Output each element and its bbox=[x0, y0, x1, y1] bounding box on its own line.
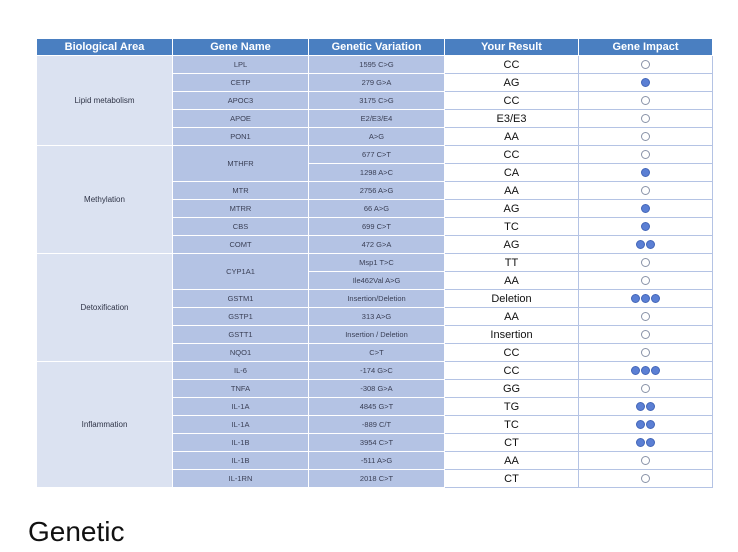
genetic-variation-cell: 699 C>T bbox=[309, 218, 445, 236]
genetic-variation-cell: 3175 C>G bbox=[309, 92, 445, 110]
gene-impact-cell bbox=[579, 380, 713, 398]
genetic-variation-cell: -308 G>A bbox=[309, 380, 445, 398]
empty-circle-icon bbox=[641, 276, 650, 285]
filled-circle-icon bbox=[631, 366, 640, 375]
biological-area-cell: Lipid metabolism bbox=[37, 56, 173, 146]
filled-circle-icon bbox=[641, 204, 650, 213]
genetic-variation-cell: E2/E3/E4 bbox=[309, 110, 445, 128]
your-result-cell: CC bbox=[445, 362, 579, 380]
filled-circle-icon bbox=[636, 240, 645, 249]
empty-circle-icon bbox=[641, 330, 650, 339]
gene-impact-cell bbox=[579, 416, 713, 434]
your-result-cell: TG bbox=[445, 398, 579, 416]
genetic-variation-cell: 1298 A>C bbox=[309, 164, 445, 182]
filled-circle-icon bbox=[636, 420, 645, 429]
table-header bbox=[37, 39, 713, 56]
gene-name-cell: CETP bbox=[173, 74, 309, 92]
footer-heading: Genetic bbox=[28, 516, 125, 547]
biological-area-cell: Methylation bbox=[37, 146, 173, 254]
genetic-variation-cell: Ile462Val A>G bbox=[309, 272, 445, 290]
filled-circle-icon bbox=[641, 168, 650, 177]
genetic-variation-cell: 4845 G>T bbox=[309, 398, 445, 416]
table-body bbox=[37, 56, 713, 488]
gene-impact-cell bbox=[579, 182, 713, 200]
genetic-variation-cell: A>G bbox=[309, 128, 445, 146]
table-row bbox=[37, 362, 713, 380]
your-result-cell: TC bbox=[445, 416, 579, 434]
gene-name-cell: CBS bbox=[173, 218, 309, 236]
genetic-variation-cell: -889 C/T bbox=[309, 416, 445, 434]
your-result-cell: CC bbox=[445, 56, 579, 74]
genetic-variation-cell: -174 G>C bbox=[309, 362, 445, 380]
gene-name-cell: LPL bbox=[173, 56, 309, 74]
filled-circle-icon bbox=[636, 402, 645, 411]
gene-name-cell: APOC3 bbox=[173, 92, 309, 110]
gene-impact-cell bbox=[579, 344, 713, 362]
gene-name-cell: APOE bbox=[173, 110, 309, 128]
header-genetic-variation: Genetic Variation bbox=[309, 39, 445, 56]
genetic-variation-cell: 2756 A>G bbox=[309, 182, 445, 200]
your-result-cell: CC bbox=[445, 92, 579, 110]
genetic-variation-cell: -511 A>G bbox=[309, 452, 445, 470]
header-gene-name: Gene Name bbox=[173, 39, 309, 56]
empty-circle-icon bbox=[641, 474, 650, 483]
filled-circle-icon bbox=[631, 294, 640, 303]
your-result-cell: AA bbox=[445, 272, 579, 290]
biological-area-cell: Inflammation bbox=[37, 362, 173, 488]
gene-name-cell: IL-1B bbox=[173, 434, 309, 452]
your-result-cell: AG bbox=[445, 74, 579, 92]
genetic-variation-cell: 677 C>T bbox=[309, 146, 445, 164]
gene-impact-cell bbox=[579, 308, 713, 326]
your-result-cell: GG bbox=[445, 380, 579, 398]
header-biological-area: Biological Area bbox=[37, 39, 173, 56]
empty-circle-icon bbox=[641, 348, 650, 357]
filled-circle-icon bbox=[646, 420, 655, 429]
filled-circle-icon bbox=[646, 402, 655, 411]
gene-impact-cell bbox=[579, 92, 713, 110]
gene-name-cell: IL-1RN bbox=[173, 470, 309, 488]
gene-impact-cell bbox=[579, 290, 713, 308]
empty-circle-icon bbox=[641, 312, 650, 321]
header-your-result: Your Result bbox=[445, 39, 579, 56]
your-result-cell: AA bbox=[445, 182, 579, 200]
gene-name-cell: MTR bbox=[173, 182, 309, 200]
gene-impact-cell bbox=[579, 272, 713, 290]
your-result-cell: Insertion bbox=[445, 326, 579, 344]
gene-impact-cell bbox=[579, 146, 713, 164]
empty-circle-icon bbox=[641, 96, 650, 105]
genetic-variation-cell: C>T bbox=[309, 344, 445, 362]
genetic-variation-cell: 1595 C>G bbox=[309, 56, 445, 74]
empty-circle-icon bbox=[641, 186, 650, 195]
your-result-cell: AA bbox=[445, 452, 579, 470]
filled-circle-icon bbox=[646, 438, 655, 447]
biological-area-cell: Detoxification bbox=[37, 254, 173, 362]
gene-impact-cell bbox=[579, 254, 713, 272]
gene-impact-cell bbox=[579, 326, 713, 344]
gene-impact-cell bbox=[579, 452, 713, 470]
your-result-cell: CT bbox=[445, 434, 579, 452]
filled-circle-icon bbox=[641, 294, 650, 303]
gene-results-table bbox=[36, 38, 713, 488]
filled-circle-icon bbox=[646, 240, 655, 249]
genetic-variation-cell: 472 G>A bbox=[309, 236, 445, 254]
gene-name-cell: CYP1A1 bbox=[173, 254, 309, 290]
gene-name-cell: PON1 bbox=[173, 128, 309, 146]
empty-circle-icon bbox=[641, 456, 650, 465]
genetic-variation-cell: Msp1 T>C bbox=[309, 254, 445, 272]
your-result-cell: AG bbox=[445, 200, 579, 218]
your-result-cell: Deletion bbox=[445, 290, 579, 308]
filled-circle-icon bbox=[641, 366, 650, 375]
gene-impact-cell bbox=[579, 398, 713, 416]
genetic-variation-cell: 2018 C>T bbox=[309, 470, 445, 488]
gene-impact-cell bbox=[579, 56, 713, 74]
empty-circle-icon bbox=[641, 258, 650, 267]
genetic-variation-cell: 66 A>G bbox=[309, 200, 445, 218]
your-result-cell: AA bbox=[445, 308, 579, 326]
empty-circle-icon bbox=[641, 132, 650, 141]
filled-circle-icon bbox=[651, 294, 660, 303]
gene-name-cell: IL-6 bbox=[173, 362, 309, 380]
gene-name-cell: MTHFR bbox=[173, 146, 309, 182]
genetic-variation-cell: 3954 C>T bbox=[309, 434, 445, 452]
filled-circle-icon bbox=[641, 222, 650, 231]
your-result-cell: CC bbox=[445, 344, 579, 362]
empty-circle-icon bbox=[641, 150, 650, 159]
gene-impact-cell bbox=[579, 128, 713, 146]
gene-impact-cell bbox=[579, 110, 713, 128]
table-row bbox=[37, 254, 713, 272]
gene-impact-cell bbox=[579, 362, 713, 380]
gene-impact-cell bbox=[579, 470, 713, 488]
table-row bbox=[37, 146, 713, 164]
gene-impact-cell bbox=[579, 200, 713, 218]
filled-circle-icon bbox=[641, 78, 650, 87]
gene-name-cell: GSTM1 bbox=[173, 290, 309, 308]
your-result-cell: AG bbox=[445, 236, 579, 254]
your-result-cell: CA bbox=[445, 164, 579, 182]
table-row bbox=[37, 56, 713, 74]
your-result-cell: CT bbox=[445, 470, 579, 488]
gene-results-table-container bbox=[36, 38, 712, 488]
header-gene-impact: Gene Impact bbox=[579, 39, 713, 56]
your-result-cell: AA bbox=[445, 128, 579, 146]
your-result-cell: TT bbox=[445, 254, 579, 272]
empty-circle-icon bbox=[641, 60, 650, 69]
empty-circle-icon bbox=[641, 114, 650, 123]
gene-name-cell: TNFA bbox=[173, 380, 309, 398]
your-result-cell: E3/E3 bbox=[445, 110, 579, 128]
gene-impact-cell bbox=[579, 236, 713, 254]
gene-impact-cell bbox=[579, 164, 713, 182]
gene-impact-cell bbox=[579, 218, 713, 236]
gene-name-cell: NQO1 bbox=[173, 344, 309, 362]
your-result-cell: CC bbox=[445, 146, 579, 164]
genetic-variation-cell: 279 G>A bbox=[309, 74, 445, 92]
genetic-variation-cell: 313 A>G bbox=[309, 308, 445, 326]
gene-name-cell: IL-1A bbox=[173, 416, 309, 434]
gene-name-cell: GSTP1 bbox=[173, 308, 309, 326]
gene-name-cell: IL-1A bbox=[173, 398, 309, 416]
empty-circle-icon bbox=[641, 384, 650, 393]
filled-circle-icon bbox=[636, 438, 645, 447]
gene-name-cell: IL-1B bbox=[173, 452, 309, 470]
gene-impact-cell bbox=[579, 74, 713, 92]
gene-impact-cell bbox=[579, 434, 713, 452]
genetic-variation-cell: Insertion/Deletion bbox=[309, 290, 445, 308]
your-result-cell: TC bbox=[445, 218, 579, 236]
gene-name-cell: COMT bbox=[173, 236, 309, 254]
genetic-variation-cell: Insertion / Deletion bbox=[309, 326, 445, 344]
filled-circle-icon bbox=[651, 366, 660, 375]
gene-name-cell: GSTT1 bbox=[173, 326, 309, 344]
gene-name-cell: MTRR bbox=[173, 200, 309, 218]
header-row bbox=[37, 39, 713, 56]
